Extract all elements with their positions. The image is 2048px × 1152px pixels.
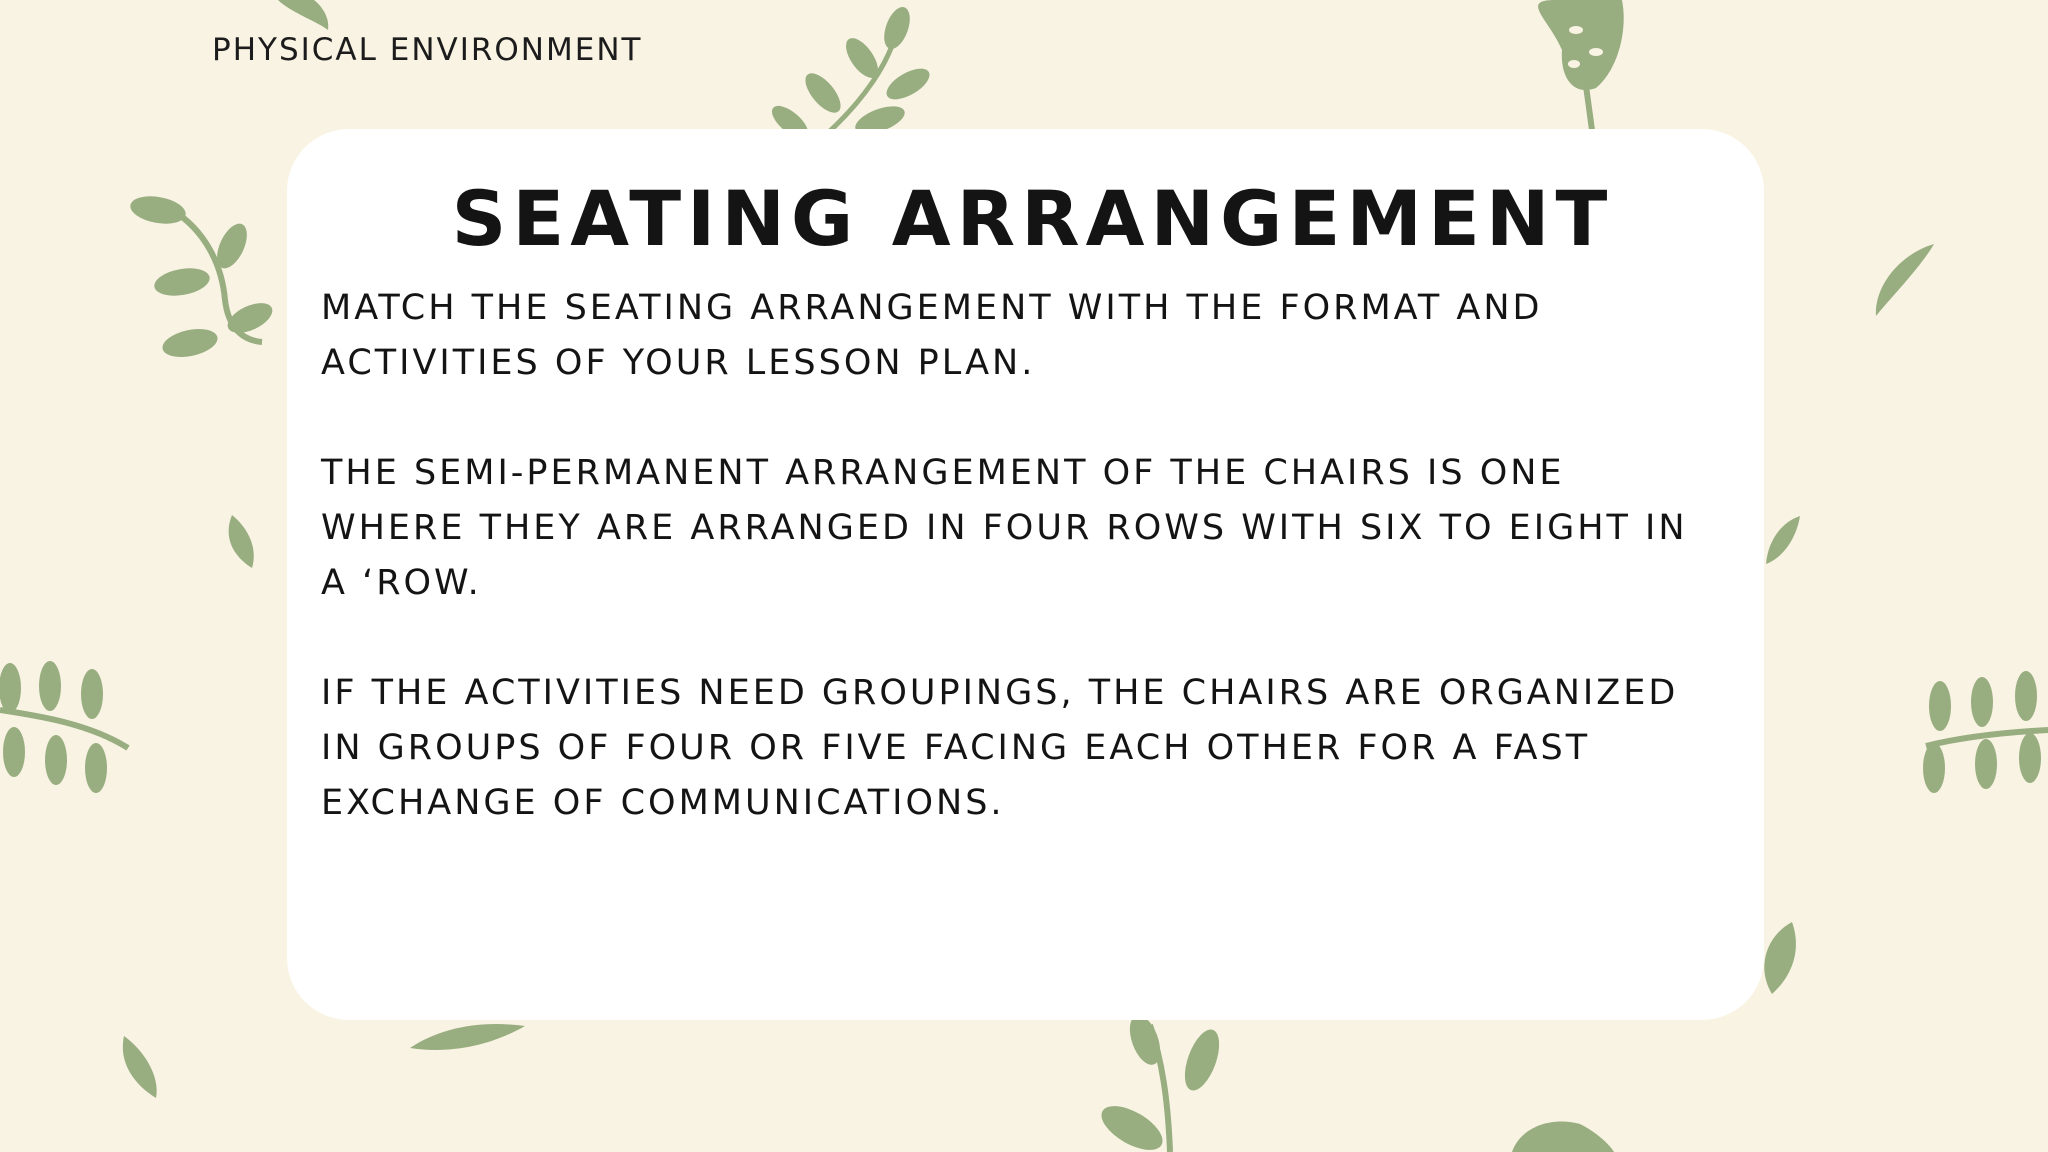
slide-title: SEATING ARRANGEMENT (451, 174, 1614, 263)
leaf-icon (229, 515, 254, 568)
leaf-icon (410, 1024, 525, 1050)
leaf-icon (1876, 244, 1934, 316)
leaf-icon (1764, 922, 1796, 994)
leafy-branch-icon (1095, 1011, 1227, 1152)
paragraph-groupings: IF THE ACTIVITIES NEED GROUPINGS, THE CHAIRS ARE ORGANIZED IN GROUPS OF FOUR OR FIVE FACING EACH OTHER FOR A FAST EXCHANGE OF COMMUNICATIONS. (321, 672, 1679, 823)
leafy-branch-icon (1923, 671, 2048, 793)
monstera-leaf-icon (1538, 0, 1624, 130)
leaf-icon (278, 0, 328, 30)
leafy-branch-icon (0, 661, 128, 793)
leafy-branch-icon (767, 4, 935, 144)
leaf-icon (123, 1036, 157, 1098)
leaf-icon (1766, 516, 1800, 564)
leaf-icon (1512, 1122, 1614, 1152)
paragraph-semi-permanent: THE SEMI-PERMANENT ARRANGEMENT OF THE CHAIRS IS ONE WHERE THEY ARE ARRANGED IN FOUR ROWS WITH SIX TO EIGHT IN A ‘ROW. (321, 452, 1688, 603)
leafy-branch-icon (128, 192, 277, 361)
content-card (287, 129, 1764, 1020)
paragraph-intro: MATCH THE SEATING ARRANGEMENT WITH THE FORMAT AND ACTIVITIES OF YOUR LESSON PLAN. (321, 287, 1543, 383)
section-label: PHYSICAL ENVIRONMENT (212, 32, 643, 68)
